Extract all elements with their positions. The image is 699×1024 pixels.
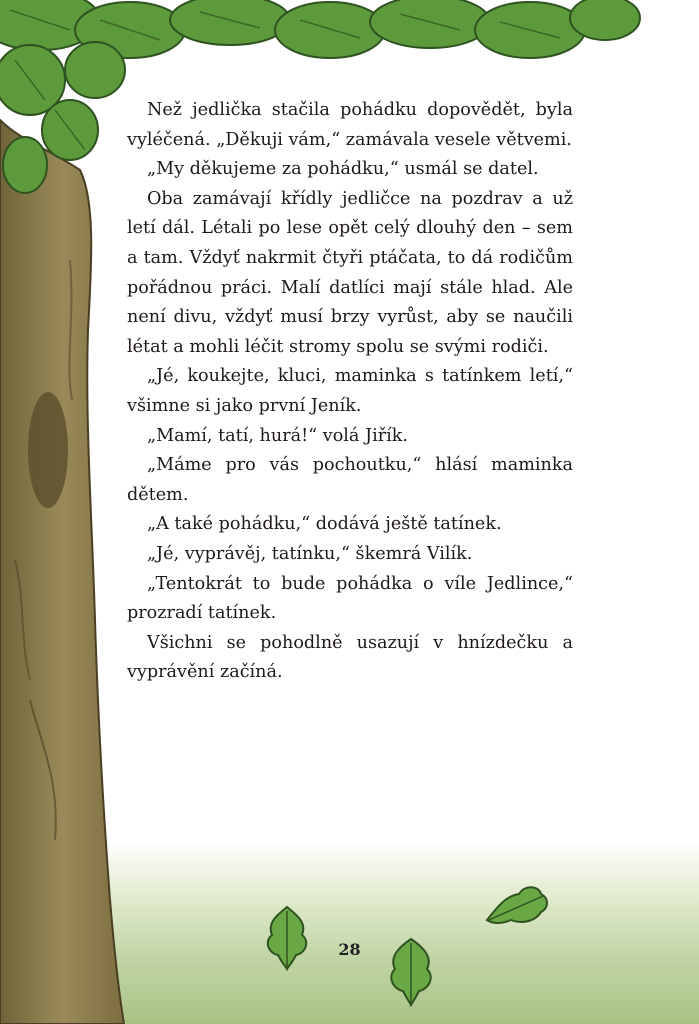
paragraph: „Mamí, tatí, hurá!“ volá Jiřík. [147,425,408,446]
paragraph: „My děkujeme za pohádku,“ usmál se datel. [147,159,539,180]
paragraph: Oba zamávají křídly jedličce na pozdrav a už letí dál. Létali po lese opět celý dlouhý den – sem a tam. Vždyť nakrmit čtyři ptáčata, to dá rodičům pořádnou práci. Malí datlíci mají stále hlad. Ale není divu, vždyť musí brzy vyrůst, aby se naučili létat a mohli léčit stromy spolu se svými rodiči. [127,188,573,357]
page-number: 28 [338,940,361,959]
oak-leaf-icon [485,880,551,930]
paragraph: „Jé, koukejte, kluci, maminka s tatínkem letí,“ všimne si jako první Jeník. [127,366,573,416]
paragraph: „A také pohádku,“ dodává ještě tatínek. [147,514,502,535]
paragraph: „Tentokrát to bude pohádka o víle Jedlince,“ prozradí tatínek. [127,573,573,624]
oak-leaf-icon [262,905,312,971]
story-text [127,96,573,688]
paragraph: Než jedlička stačila pohádku dopovědět, byla vyléčená. „Děkuji vám,“ zamávala vesele větvemi. [127,100,573,150]
paragraph: Všichni se pohodlně usazují v hnízdečku a vyprávění začíná. [127,632,573,683]
paragraph: „Máme pro vás pochoutku,“ hlásí maminka dětem. [127,455,573,505]
paragraph: „Jé, vyprávěj, tatínku,“ škemrá Vilík. [147,543,473,564]
